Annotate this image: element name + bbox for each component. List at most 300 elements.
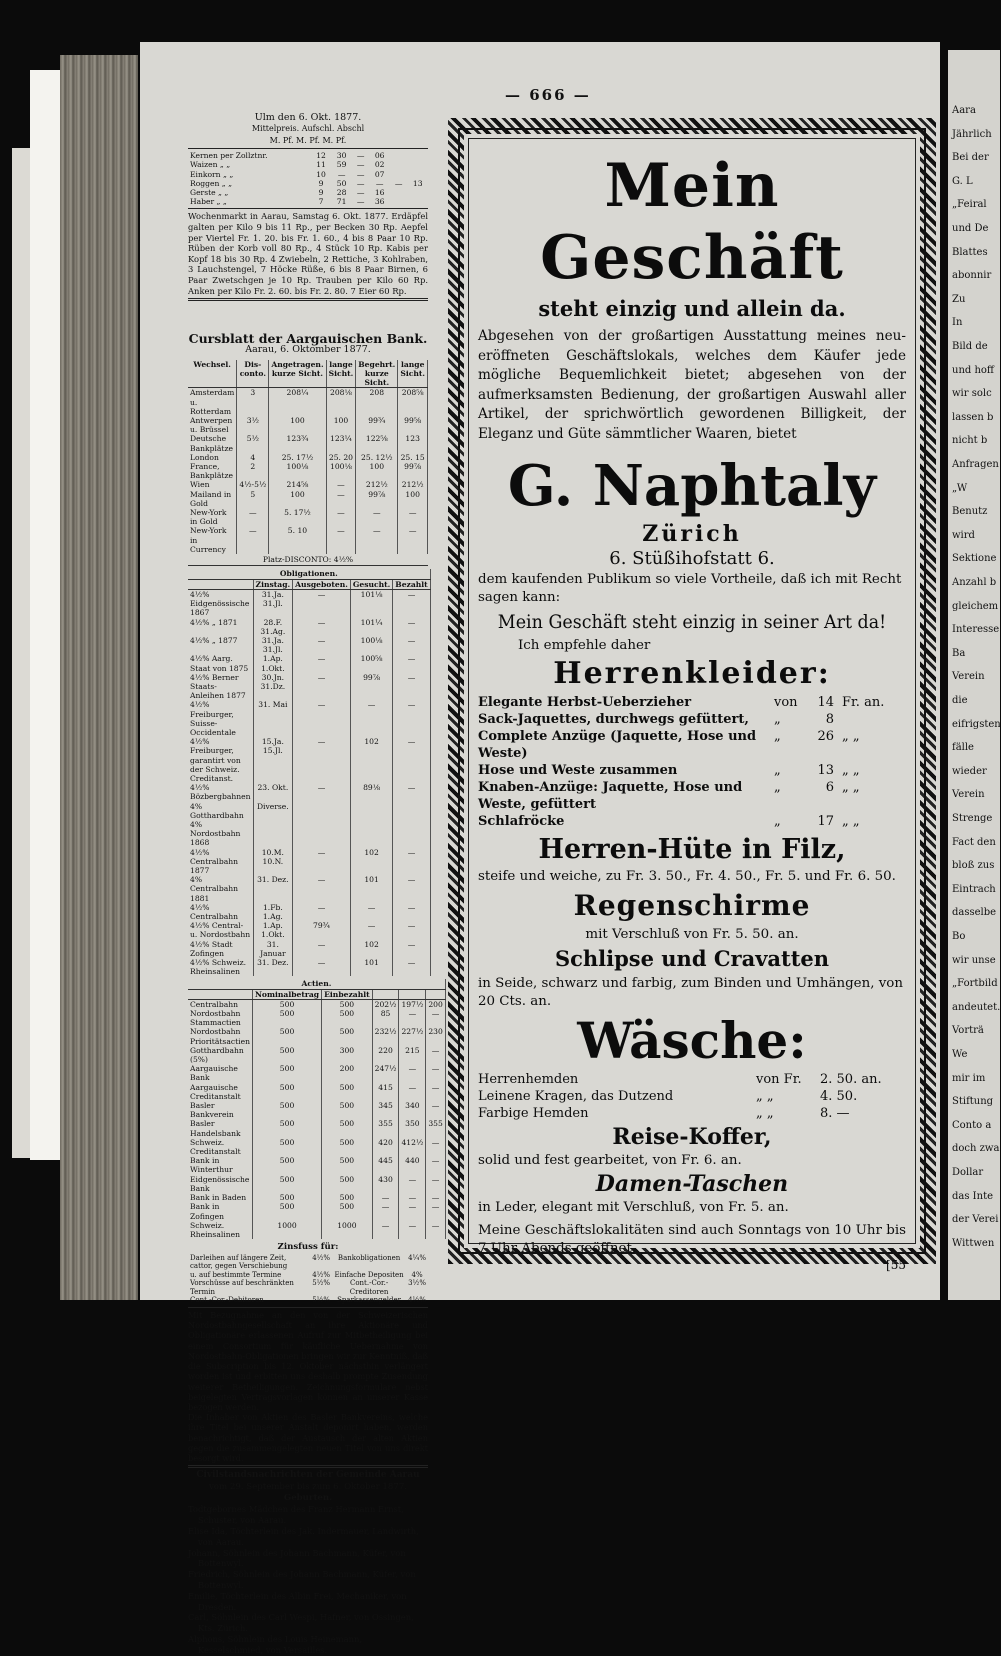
obligationen-row <box>188 618 430 636</box>
market-row-cell: 12 <box>316 151 326 161</box>
obligationen-row <box>188 783 430 801</box>
obligationen-row-cell: 101¼ <box>350 618 392 636</box>
actien-row-cell: 430 <box>372 1175 399 1193</box>
obligationen-row <box>188 636 430 654</box>
actien-row-cell: Bank in Winterthur <box>188 1156 252 1174</box>
next-page-fragment: Interesse <box>952 624 1000 636</box>
next-page-fragment: Strenge <box>952 813 993 824</box>
obligationen-row-cell: — <box>393 618 430 636</box>
obligationen-row <box>188 921 430 939</box>
obligationen-row-cell: 4½% Stadt Zofingen <box>188 940 253 958</box>
actien-row <box>188 1101 445 1119</box>
obligationen-row-cell: — <box>293 618 351 636</box>
next-page-fragment: In <box>952 317 963 329</box>
wechsel-row <box>188 480 428 489</box>
market-row-cell: 50 <box>336 178 347 188</box>
wechsel-row-cell: 100 <box>326 416 356 434</box>
obligationen-row <box>188 737 430 783</box>
actien-row-cell: 500 <box>252 1046 321 1064</box>
next-page-fragment: „Feiral <box>952 199 987 211</box>
actien-row <box>188 1009 445 1027</box>
next-page-fragment: Blattes <box>952 246 988 258</box>
actien-row-cell: — <box>399 1083 426 1101</box>
herren-item-name: Schlafröcke <box>478 813 565 829</box>
obligationen-row <box>188 700 430 737</box>
obligationen-row-cell: 4½% Centralbahn 1877 <box>188 848 253 876</box>
wechsel-row-cell: New-York in Currency <box>188 526 237 554</box>
wechsel-row-cell: 100 <box>269 416 326 434</box>
obligationen-row-cell: 100⅛ <box>350 636 392 654</box>
actien-row-cell: 227½ <box>399 1027 426 1045</box>
zins-row <box>188 1254 428 1271</box>
wechsel-row-cell: 25. 15 <box>398 453 428 462</box>
obligationen-row-cell: — <box>393 875 430 903</box>
market-row-cell: — <box>356 188 365 198</box>
next-page-fragment: Anfragen <box>952 459 999 470</box>
wasche-item <box>478 1088 906 1105</box>
actien-row <box>188 999 445 1009</box>
next-page-fragment: Verein <box>952 789 985 801</box>
market-row-cell: 28 <box>336 188 347 198</box>
wechsel-row-cell: 99⅞ <box>398 462 428 480</box>
next-page-fragment: eifrigsten <box>952 718 1001 730</box>
obligationen-row-cell: — <box>393 636 430 654</box>
civil-sub: Geburten. <box>283 1492 333 1503</box>
wechsel-header: Dis-conto. <box>237 360 269 388</box>
market-row <box>188 160 428 169</box>
wechsel-row-cell: France, Bankplätze <box>188 462 237 480</box>
wechsel-table <box>188 360 428 554</box>
obligationen-row-cell: 4½% Berner Staats-Anleihen 1877 <box>188 673 253 701</box>
herren-item <box>478 813 906 830</box>
wechsel-row-cell: — <box>326 526 356 554</box>
wechsel-row-cell: London <box>188 453 237 462</box>
wechsel-row-cell: 100 <box>269 490 326 508</box>
obligationen-row-cell: 4½% Central- u. Nordostbahn <box>188 921 253 939</box>
actien-row-cell: 350 <box>399 1119 426 1137</box>
wechsel-row-cell: 100⅛ <box>326 462 356 480</box>
next-page-fragment: We <box>952 1049 968 1060</box>
herren-item-name: Complete Anzüge (Jaquette, Hose und Weste) <box>478 728 757 761</box>
herren-item-name: Sack-Jaquettes, durchwegs gefüttert, <box>478 711 749 727</box>
zins-row <box>188 1271 428 1280</box>
wechsel-row-cell: — <box>398 526 428 554</box>
market-row-cell: Gerste „ „ <box>190 188 229 198</box>
wasche-list <box>478 1071 906 1122</box>
actien-row-cell: 412½ <box>399 1138 426 1156</box>
wechsel-row <box>188 490 428 508</box>
actien-row-cell: 200 <box>426 999 446 1009</box>
herren-list <box>478 694 906 830</box>
wechsel-header: Begehrt. kurze Sicht. <box>356 360 398 388</box>
actien-row-cell: 230 <box>426 1027 446 1045</box>
actien-row-cell: Centralbahn <box>188 999 252 1009</box>
next-page-fragment: und De <box>952 223 989 234</box>
next-page-fragment: abonnir <box>952 270 992 282</box>
herren-item-name: Hose und Weste zusammen <box>478 762 678 778</box>
market-row-cell <box>407 188 428 197</box>
actien-row-cell: Gotthardbahn (5%) <box>188 1046 252 1064</box>
market-row-cell: Waizen „ „ <box>190 160 231 170</box>
ad-name: G. Naphtaly <box>507 452 877 519</box>
wechsel-header: Angetragen. kurze Sicht. <box>269 360 326 388</box>
wechsel-row-cell: 123¾ <box>269 434 326 452</box>
actien-header: Nominalbetrag <box>252 989 321 999</box>
hute-text: steife und weiche, zu Fr. 3. 50., Fr. 4. 50., Fr. 5. und Fr. 6. 50. <box>478 868 896 884</box>
obligationen-row-cell <box>350 802 392 820</box>
wechsel-row <box>188 453 428 462</box>
wechsel-row-cell: — <box>356 526 398 554</box>
actien-row <box>188 1119 445 1137</box>
zins-row-cell: 4% <box>411 1270 423 1279</box>
obligationen-row-cell: — <box>293 654 351 672</box>
actien-row-cell: 500 <box>252 1193 321 1202</box>
market-row <box>188 179 428 188</box>
obligationen-row <box>188 589 430 617</box>
wasche-item <box>478 1105 906 1122</box>
ad-headline: Mein Geschäft <box>540 151 844 293</box>
next-page-fragment: Benutz <box>952 506 988 518</box>
actien-row-cell: 500 <box>252 1175 321 1193</box>
next-page-fragment: bloß zus <box>952 860 995 872</box>
civil-title: Civilstandsnachrichten der Gemeinde Aarau <box>196 1470 420 1481</box>
actien-row-cell: 445 <box>372 1156 399 1174</box>
next-page-fragment: die <box>952 695 968 706</box>
obligationen-row-cell: 4½% Freiburger, Suisse-Occidentale <box>188 700 253 737</box>
market-row-cell: 9 <box>318 188 324 198</box>
obligationen-row-cell: — <box>293 737 351 783</box>
ad-address: 6. Stüßihofstatt 6. <box>609 547 775 569</box>
next-page-fragment: Eintrach <box>952 883 996 895</box>
wechsel-row-cell: New-York in Gold <box>188 508 237 526</box>
actien-row <box>188 1202 445 1220</box>
obligationen-row-cell: 4½% Freiburger, garantirt von der Schweiz. Creditanst. <box>188 737 253 783</box>
herren-item-from: „ <box>774 779 781 795</box>
actien-row-cell: Schweiz. Rheinsalinen <box>188 1221 252 1239</box>
zins-row-cell: 5½% <box>312 1279 331 1288</box>
civil-period: vom 29. September bis zum 6. Oktober 1877. <box>208 1481 408 1492</box>
actien-row-cell: — <box>426 1202 446 1220</box>
actien-row-cell: 220 <box>372 1046 399 1064</box>
obligationen-header: Gesucht. <box>350 579 392 589</box>
civil-list <box>188 1504 428 1655</box>
obligationen-row <box>188 940 430 958</box>
wechsel-row-cell: 99⅞ <box>356 490 398 508</box>
obligationen-row-cell: 4½% Centralbahn <box>188 903 253 921</box>
obligationen-row-cell: 102 <box>350 848 392 876</box>
market-table <box>188 151 428 206</box>
next-page-fragment: G. L <box>952 175 973 187</box>
obligationen-row-cell: — <box>293 636 351 654</box>
actien-row-cell: 202½ <box>372 999 399 1009</box>
actien-row-cell: 500 <box>252 1064 321 1082</box>
wasche-item-price: 8. — <box>820 1105 850 1121</box>
next-page-fragment: wieder <box>952 765 987 777</box>
obligationen-table <box>188 569 431 976</box>
actien-row-cell: Basler Bankverein <box>188 1101 252 1119</box>
obligationen-row-cell: 4½% Bözbergbahnen <box>188 783 253 801</box>
ad-footer: Meine Geschäftslokalitäten sind auch Sonntags von 10 Uhr bis 7 Uhr Abends geöffnet. <box>478 1222 906 1256</box>
market-row-cell: 11 <box>316 160 326 170</box>
ad-recommend: Ich empfehle daher <box>518 637 651 653</box>
actien-row-cell: Bank in Baden <box>188 1193 252 1202</box>
zins-row-cell: 3½% <box>408 1279 426 1288</box>
zins-row <box>188 1296 428 1305</box>
next-page-fragment: andeutet. <box>952 1001 1001 1013</box>
zins-row-cell: Vorschüsse auf beschränkten Termin <box>190 1279 294 1296</box>
next-page-fragment: nicht b <box>952 435 988 447</box>
wechsel-row-cell: 208⅝ <box>398 388 428 416</box>
obligationen-row-cell: 89⅛ <box>350 783 392 801</box>
actien-row-cell: — <box>399 1221 426 1239</box>
obligationen-row <box>188 875 430 903</box>
actien-row-cell: Aargauische Bank <box>188 1064 252 1082</box>
next-page-fragment: wir unse <box>952 954 996 966</box>
obligationen-row-cell: — <box>293 700 351 737</box>
wechsel-row-cell: 212½ <box>356 480 398 489</box>
actien-row-cell: 340 <box>399 1101 426 1119</box>
bank-notice: Mit Bezugnahme an den von der Schweizerischen Nordostbahngesellschaft an ihre Aktionäre und Obligationäre erlassenen Aufruf zur Mitbetheiligung bei einem Consortium für käufliche Uebernahme von Nordostbahn-Obligationen bringen wir zur Kenntniß, daß die Subscription bis 12. Oktober nächsthin verlängert worden ist und erbitten uns deshalb prompte Zusendung weiterer Betheiligungen. Zeichnungsformulare nebst beigelegten Vertragsvorlagen können an unserer Kasse bezogen werden. <box>188 1310 428 1412</box>
market-row-cell: — <box>375 178 384 188</box>
zins-row-cell: Darleihen auf längere Zeit, cattor, gegen Verschiebung <box>190 1253 288 1271</box>
wechsel-row-cell: Antwerpen u. Brüssel <box>188 416 237 434</box>
actien-row-cell: — <box>426 1046 446 1064</box>
actien-row-cell: 500 <box>252 1119 321 1137</box>
market-row-cell: Roggen „ „ <box>190 178 233 188</box>
ad-intro: Abgesehen von der großartigen Ausstattung meines neu-eröffneten Geschäftslokals, welches dem Käufer jede mögliche Bequemlichkeit bietet; abgesehen von der aufmerksamsten Bedienung, der großartigen Auswahl aller Artikel, der sprichwörtlich gewordenen Billigkeit, der Eleganz und Güte sämmtlicher Waaren, bietet <box>478 328 906 442</box>
market-row-cell: 07 <box>374 169 385 179</box>
actien-row <box>188 1156 445 1174</box>
actien-row-cell: — <box>426 1193 446 1202</box>
herren-item-price: 13 <box>817 762 834 778</box>
herren-item-unit: „ „ <box>842 728 860 744</box>
herren-item <box>478 762 906 779</box>
obligationen-row-cell: — <box>393 848 430 876</box>
market-row-cell <box>390 160 407 169</box>
obligationen-row-cell <box>293 802 351 820</box>
obligationen-row-cell: — <box>293 783 351 801</box>
ad-slogan: Mein Geschäft steht einzig in seiner Art da! <box>497 610 887 633</box>
obligationen-row <box>188 848 430 876</box>
zins-row-cell: 5½% <box>312 1296 331 1305</box>
zins-table <box>188 1254 428 1306</box>
obligationen-row-cell: 4½% Schweiz. Rheinsalinen <box>188 958 253 976</box>
obligationen-header: Ausgeboten. <box>293 579 351 589</box>
market-row-cell <box>407 160 428 169</box>
wechsel-row-cell: 212½ <box>398 480 428 489</box>
market-title: Ulm den 6. Okt. 1877. <box>254 112 362 123</box>
obligationen-row-cell: 10.M. 10.N. <box>253 848 293 876</box>
zins-row <box>188 1279 428 1296</box>
next-page-fragment: Fact den <box>952 836 996 848</box>
obligationen-row-cell: — <box>293 848 351 876</box>
actien-header: Einbezahlt <box>322 989 372 999</box>
market-subheader: M. Pf. M. Pf. M. Pf. <box>269 135 347 145</box>
obligationen-row <box>188 654 430 672</box>
obligationen-row-cell <box>350 820 392 848</box>
market-row-cell: — <box>394 178 403 188</box>
zins-row-cell: 4½% <box>408 1296 426 1305</box>
obligationen-row <box>188 958 430 976</box>
ad-city: Zürich <box>642 520 742 547</box>
market-row-cell <box>390 197 407 206</box>
actien-row-cell: Nordostbahn Stammactien <box>188 1009 252 1027</box>
wechsel-row-cell: — <box>237 508 269 526</box>
obligationen-row-cell: 4% Gotthardbahn <box>188 802 253 820</box>
obligationen-row-cell: 101 <box>350 875 392 903</box>
obligationen-row-cell: — <box>293 940 351 958</box>
obligationen-row-cell: 31. Mai <box>253 700 293 737</box>
actien-row-cell: 500 <box>252 1156 321 1174</box>
wechsel-row-cell: 123¼ <box>326 434 356 452</box>
wasche-item-name: Leinene Kragen, das Dutzend <box>478 1088 674 1104</box>
schlipse-title: Schlipse und Cravatten <box>554 945 830 971</box>
actien-row-cell: Nordostbahn Prioritätsactien <box>188 1027 252 1045</box>
herren-item-unit: Fr. an. <box>842 694 885 710</box>
herren-item <box>478 711 906 728</box>
market-row-cell: — <box>356 160 365 170</box>
actien-row-cell: 500 <box>322 1083 372 1101</box>
wechsel-row-cell: Wien <box>188 480 237 489</box>
next-page-fragment: „Fortbild <box>952 978 998 990</box>
market-row <box>188 197 428 206</box>
obligationen-row-cell: — <box>393 737 430 783</box>
obligationen-row-cell: 1.Fb. 1.Ag. <box>253 903 293 921</box>
obligationen-row-cell: 1.Ap. 1.Okt. <box>253 921 293 939</box>
market-row-cell: Kernen per Zollztnr. <box>190 151 268 161</box>
market-row-cell <box>407 151 428 160</box>
next-page-fragment: gleichem <box>952 600 999 612</box>
next-page-fragment: Bild de <box>952 341 988 352</box>
next-page-fragment: das Inte <box>952 1190 994 1202</box>
wochenmarkt-text: Wochenmarkt in Aarau, Samstag 6. Okt. 1877. Erdäpfel galten per Kilo 9 bis 11 Rp., per Becken 30 Rp. Aepfel per Viertel Fr. 1. 20. bis Fr. 1. 60., 4 bis 8 Paar 10 Rp. Rüben der Korb voll 80 Rp., 4 Stück 10 Rp. Kabis per Kopf 18 bis 30 Rp. 4 Zwiebeln, 2 Rettiche, 3 Kohlraben, 3 Lauchstengel, 7 Höcke Rüße, 6 bis 8 Paar Birnen, 6 Paar Zwetschgen je 10 Rp. Trauben per Kilo 60 Rp. Anken per Kilo Fr. 2. 60. bis Fr. 2. 80. 7 Eier 60 Rp. <box>188 211 428 296</box>
herren-item-price: 14 <box>817 694 834 710</box>
wechsel-row-cell: — <box>356 508 398 526</box>
actien-row-cell: 440 <box>399 1156 426 1174</box>
wasche-item-from: „ „ <box>756 1105 774 1121</box>
actien-row-cell: — <box>426 1101 446 1119</box>
wechsel-row-cell: 208⅛ <box>326 388 356 416</box>
next-page-fragment: Jährlich <box>952 128 992 140</box>
wechsel-row-cell: 2 <box>237 462 269 480</box>
herren-item-from: „ <box>774 813 781 829</box>
actien-row-cell: 355 <box>372 1119 399 1137</box>
wechsel-row-cell: 25. 17½ <box>269 453 326 462</box>
market-row-cell: 71 <box>336 197 347 207</box>
next-page-fragment: doch zwa <box>952 1143 1000 1155</box>
obligationen-row-cell: — <box>350 700 392 737</box>
obligationen-row-cell: — <box>293 673 351 701</box>
market-row <box>188 151 428 160</box>
market-row-cell: Haber „ „ <box>190 197 227 207</box>
wechsel-row-cell: Amsterdam u. Rotterdam <box>188 388 237 416</box>
obligationen-header: Zinstag. <box>253 579 293 589</box>
actien-header <box>372 989 399 999</box>
actien-row-cell: — <box>399 1193 426 1202</box>
obligationen-row-cell: 4% Nordostbahn 1868 <box>188 820 253 848</box>
actien-row-cell: — <box>372 1202 399 1220</box>
next-page-fragment: und hoff <box>952 364 995 376</box>
wechsel-row-cell: Mailand in Gold <box>188 490 237 508</box>
market-header: Mittelpreis. Aufschl. Abschl <box>251 124 365 134</box>
wechsel-row-cell: Deutsche Bankplätze <box>188 434 237 452</box>
wasche-title: Wäsche: <box>577 1010 807 1070</box>
naphtaly-advertisement <box>478 150 906 1272</box>
market-row <box>188 188 428 197</box>
wechsel-row-cell: 99¾ <box>356 416 398 434</box>
zins-title: Zinsfuss für: <box>277 1242 339 1253</box>
obligationen-row-cell: Diverse. <box>253 802 293 820</box>
actien-row-cell: — <box>426 1221 446 1239</box>
obligationen-row-cell: 31.Ja. 31.Jl. <box>253 636 293 654</box>
market-row-cell <box>390 188 407 197</box>
cursblatt-title: Cursblatt der Aargauischen Bank. <box>188 331 428 346</box>
wechsel-row-cell: 123 <box>398 434 428 452</box>
wechsel-row <box>188 462 428 480</box>
wechsel-row-cell: 25. 20 <box>326 453 356 462</box>
herren-item-unit: „ „ <box>842 762 860 778</box>
obligationen-row <box>188 673 430 701</box>
actien-row-cell: 500 <box>252 999 321 1009</box>
actien-header <box>426 989 446 999</box>
obligationen-row-cell: — <box>393 940 430 958</box>
actien-row-cell: — <box>372 1221 399 1239</box>
market-row-cell <box>407 197 428 206</box>
market-row <box>188 170 428 179</box>
wechsel-row <box>188 526 428 554</box>
actien-table <box>188 979 446 1239</box>
obligationen-row-cell: — <box>393 958 430 976</box>
herren-item-unit: „ „ <box>842 813 860 829</box>
ad-subhead: steht einzig und allein da. <box>538 296 846 321</box>
wechsel-row-cell: 3½ <box>237 416 269 434</box>
actien-row-cell: — <box>399 1009 426 1027</box>
herren-item-unit: „ „ <box>842 779 860 795</box>
actien-row-cell: 85 <box>372 1009 399 1027</box>
wechsel-row-cell: — <box>326 480 356 489</box>
market-row-cell: — <box>356 169 365 179</box>
herren-item-unit <box>834 711 906 728</box>
herren-item-name: Elegante Herbst-Ueberzieher <box>478 694 692 710</box>
actien-row-cell: 197½ <box>399 999 426 1009</box>
next-page-fragment: Anzahl b <box>952 577 997 588</box>
actien-row-cell: 232½ <box>372 1027 399 1045</box>
actien-row <box>188 1138 445 1156</box>
obligationen-row-cell: — <box>393 700 430 737</box>
actien-row-cell: Basler Handelsbank <box>188 1119 252 1137</box>
wasche-item-price: 4. 50. <box>820 1088 858 1104</box>
actien-row-cell: 500 <box>322 1009 372 1027</box>
market-row-cell <box>390 170 407 179</box>
actien-row-cell: 345 <box>372 1101 399 1119</box>
actien-row-cell: 1000 <box>252 1221 321 1239</box>
hute-title: Herren-Hüte in Filz, <box>538 833 846 865</box>
wechsel-row-cell: — <box>326 490 356 508</box>
next-page-fragment: Stiftung <box>952 1096 994 1108</box>
obligationen-row-cell: 102 <box>350 940 392 958</box>
actien-row-cell: 420 <box>372 1138 399 1156</box>
market-row-cell <box>407 170 428 179</box>
actien-row-cell: Eidgenössische Bank <box>188 1175 252 1193</box>
obligationen-row-cell: — <box>350 921 392 939</box>
wasche-item-name: Herrenhemden <box>478 1071 579 1087</box>
actien-row-cell: 500 <box>252 1138 321 1156</box>
actien-row-cell: 500 <box>322 1156 372 1174</box>
actien-row-cell: Bank in Zofingen <box>188 1202 252 1220</box>
market-row-cell: — <box>356 178 365 188</box>
actien-row-cell: 500 <box>322 1175 372 1193</box>
wasche-item-from: „ „ <box>756 1088 774 1104</box>
